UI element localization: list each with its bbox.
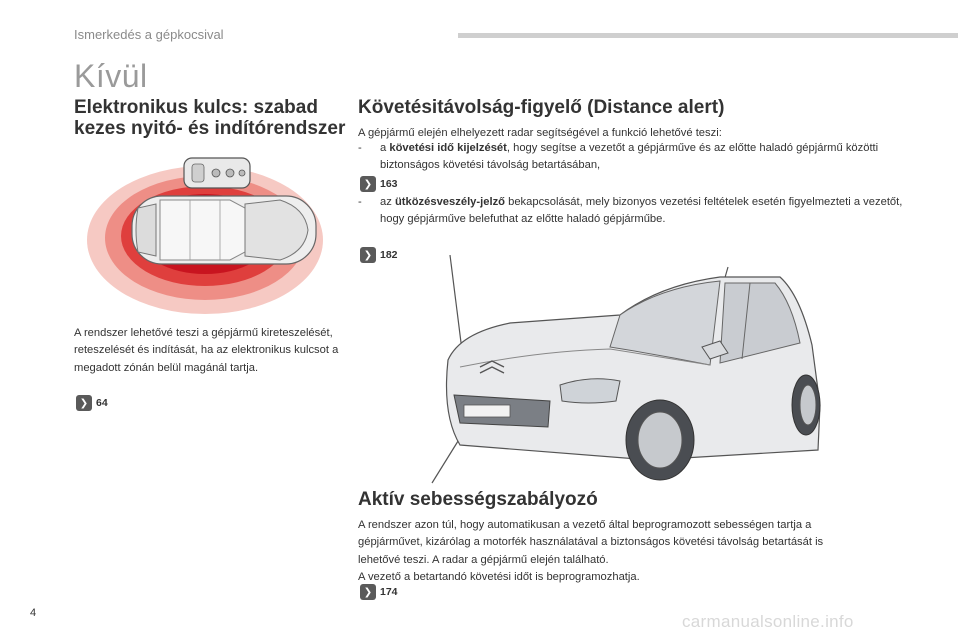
keyless-page-ref[interactable]: ❯ 64 <box>76 395 108 411</box>
distance-alert-ref-2[interactable]: ❯ 182 <box>360 247 398 263</box>
distance-alert-item-2: - az ütközésveszély-jelző bekapcsolását, mely bizonyos vezetési feltételek esetén figyelmezteti a vezetőt, hogy gépjárműve belefuthat az előtte haladó gépjárműbe. <box>358 196 903 226</box>
watermark: carmanualsonline.info <box>682 612 854 631</box>
keyless-description: A rendszer lehetővé teszi a gépjármű kireteszelését, reteszelését és indítását, ha az elektronikus kulcsot a megadott zónán belül magánál tartja. <box>74 327 339 374</box>
section-title: Kívül <box>74 58 148 94</box>
distance-alert-intro: A gépjármű elején elhelyezett radar segítségével a funkció lehetővé teszi: <box>358 127 722 139</box>
chapter-title: Ismerkedés a gépkocsival <box>74 27 224 42</box>
distance-alert-item-1: - a követési idő kijelzését, hogy segítse a vezetőt a gépjárműve és az előtte haladó gépjármű közötti biztonságos követési távolság betartásában, <box>358 142 879 172</box>
page-ref-icon: ❯ <box>76 395 92 411</box>
page-number: 4 <box>30 607 37 619</box>
active-cruise-heading: Aktív sebességszabályozó <box>358 489 598 510</box>
active-cruise-page-ref[interactable]: ❯ 174 <box>360 584 398 600</box>
distance-alert-heading: Követésitávolság-figyelő (Distance alert) <box>358 97 725 118</box>
keyless-zone-illustration <box>80 148 330 318</box>
page-ref-icon: ❯ <box>360 584 376 600</box>
car-front-illustration <box>420 255 840 485</box>
page-ref-icon: ❯ <box>360 247 376 263</box>
header-divider <box>458 33 958 38</box>
distance-alert-ref-1[interactable]: ❯ 163 <box>360 176 398 192</box>
active-cruise-description: A rendszer azon túl, hogy automatikusan a vezető által beprogramozott sebességen tartja a gépjárművet, kizárólag a motorfék használatával a biztonságos követési távolság betartását is lehetővé teszi. A radar a gépjármű elején található. A vezető a betartandó követési időt is beprogramozhatja. <box>358 519 824 584</box>
page-ref-icon: ❯ <box>360 176 376 192</box>
keyless-heading: Elektronikus kulcs: szabad kezes nyitó- és indítórendszer <box>74 97 346 139</box>
